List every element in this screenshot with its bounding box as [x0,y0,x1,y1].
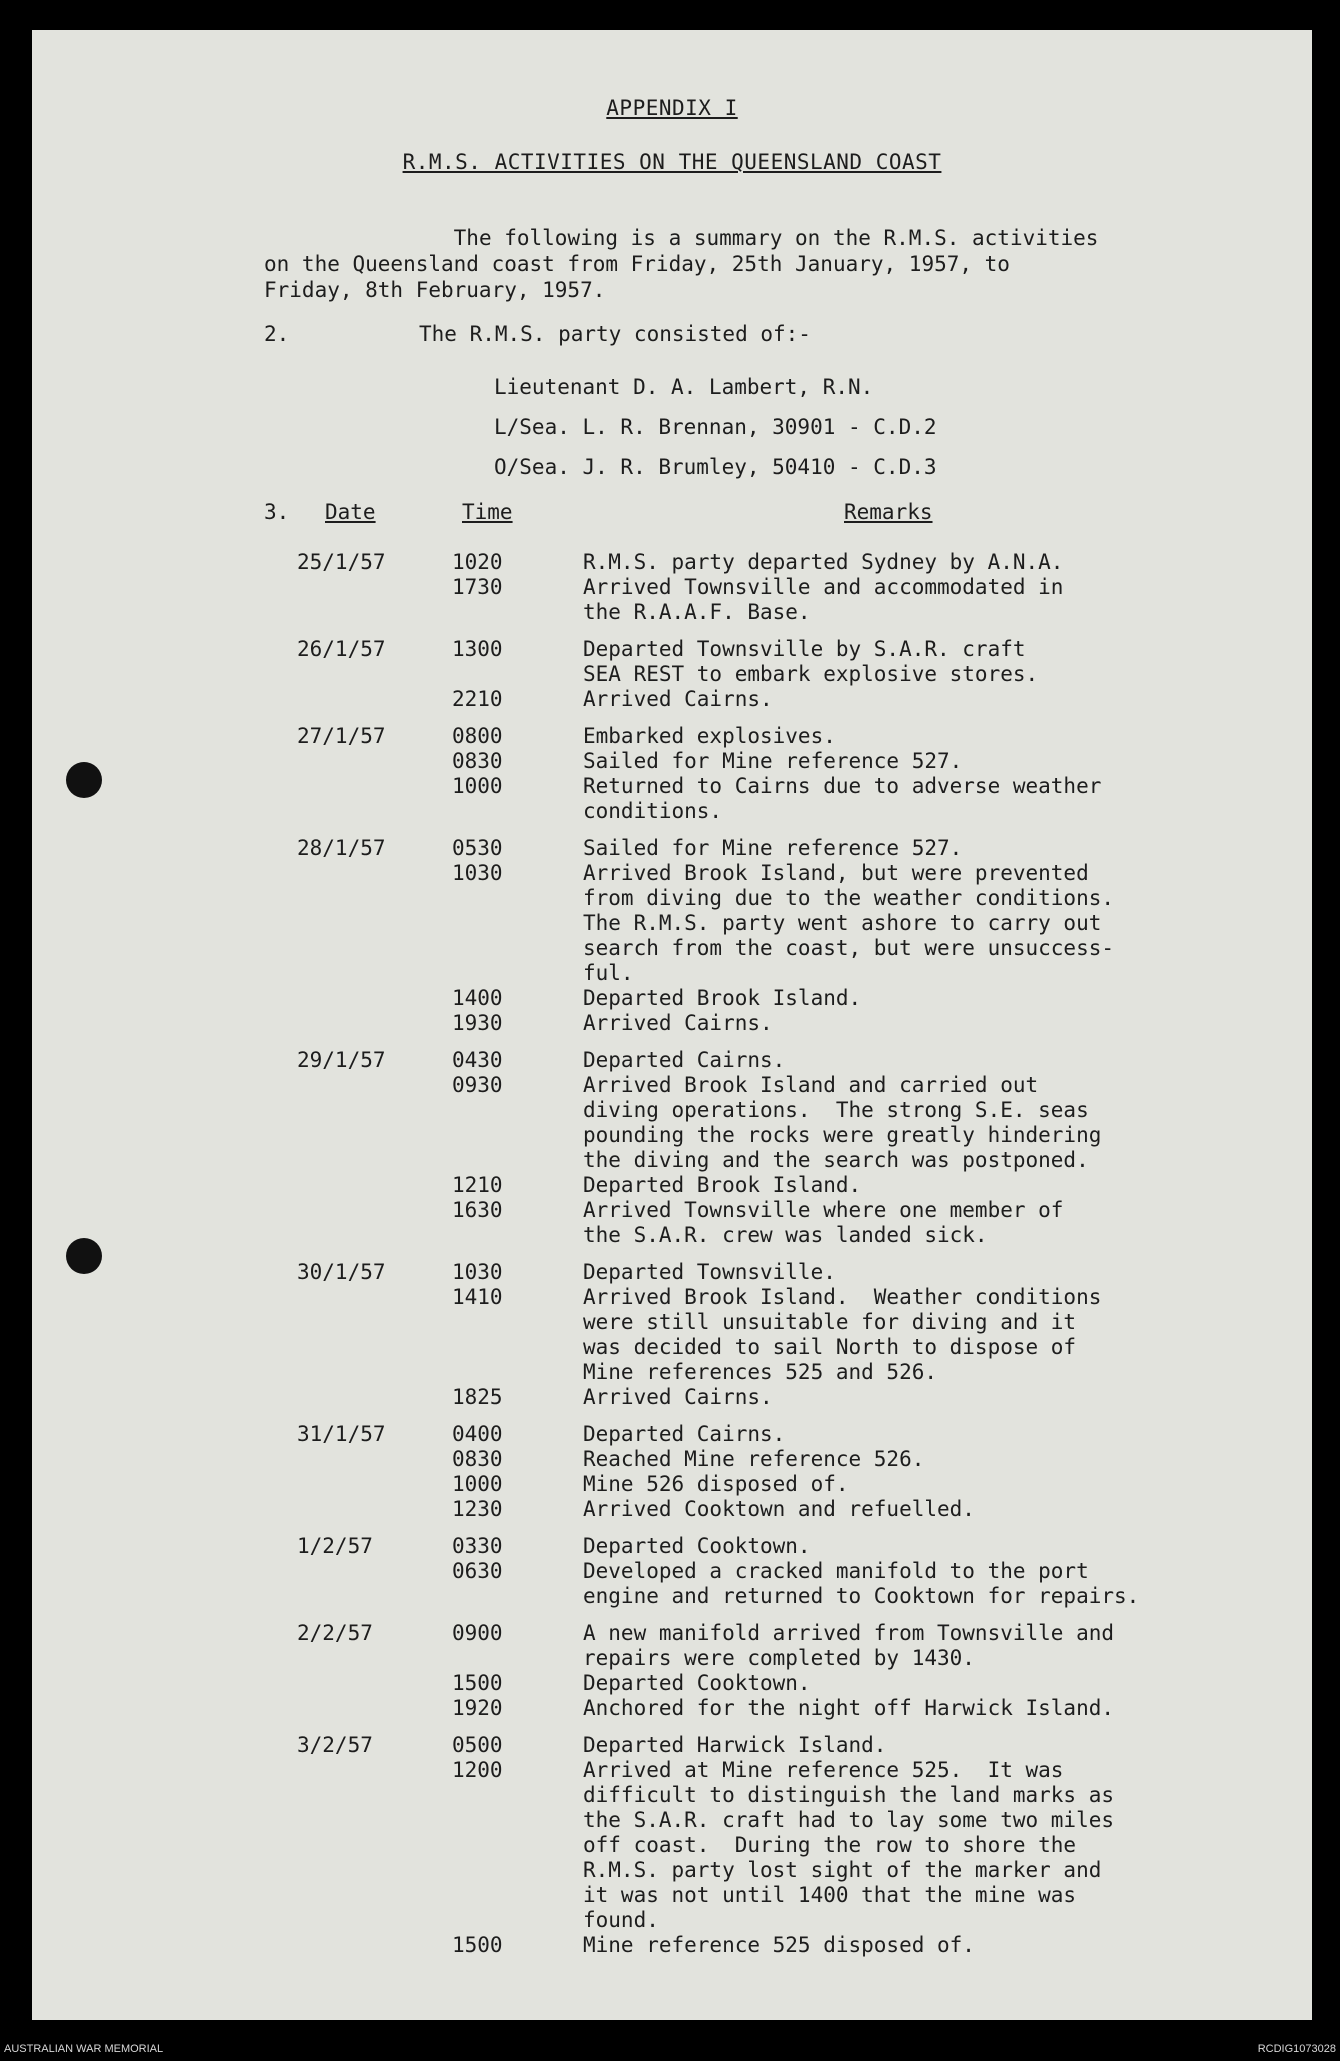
log-date [32,1472,452,1497]
log-remark: Returned to Cairns due to adverse weather conditions. [583,774,1102,823]
log-date: 26/1/57 [297,637,386,661]
log-date [32,1671,452,1696]
log-remark: Arrived Brook Island. Weather conditions were still unsuitable for diving and it was decided to sail North to dispose of Mine references 525 and 526. [583,1285,1102,1384]
log-time: 1920 [452,1696,503,1720]
log-remark: R.M.S. party departed Sydney by A.N.A. [583,550,1064,574]
log-remark: A new manifold arrived from Townsville and repairs were completed by 1430. [583,1621,1115,1670]
log-time: 1200 [452,1758,503,1782]
log-remark: Arrived Cairns. [583,1385,773,1409]
log-remark: Departed Townsville. [583,1260,836,1284]
log-time: 1210 [452,1173,503,1197]
log-remark: Departed Harwick Island. [583,1733,887,1757]
log-time: 0900 [452,1621,503,1645]
log-entry [32,1385,1312,1410]
log-date [32,1758,452,1933]
log-entry [32,724,1312,749]
log-time: 0630 [452,1559,503,1583]
log-entry [32,1285,1312,1385]
main-title: R.M.S. ACTIVITIES ON THE QUEENSLAND COAST [402,150,942,174]
log-entry [32,637,1312,687]
log-day [32,836,1312,1036]
log-day [32,1422,1312,1522]
log-time: 1825 [452,1385,503,1409]
column-header-date: Date [325,500,376,524]
log-time: 1730 [452,575,503,599]
log-day [32,1534,1312,1609]
log-remark: Arrived Brook Island and carried out diving operations. The strong S.E. seas pounding the rocks were greatly hindering the diving and the search was postponed. [583,1073,1102,1172]
log-day [32,1733,1312,1958]
log-time: 1000 [452,774,503,798]
log-entry [32,1559,1312,1609]
footer-record-id: RCDIG1073028 [1257,2043,1336,2055]
log-date: 28/1/57 [297,836,386,860]
log-remark: Arrived Cairns. [583,1011,773,1035]
log-entry [32,550,1312,575]
log-remark: Departed Cairns. [583,1422,786,1446]
log-time: 1500 [452,1671,503,1695]
log-day [32,1621,1312,1721]
log-time: 0530 [452,836,503,860]
log-time: 1230 [452,1497,503,1521]
punch-hole [66,1238,102,1274]
log-entry [32,1260,1312,1285]
log-remark: Departed Townsville by S.A.R. craft SEA REST to embark explosive stores. [583,637,1039,686]
log-entry [32,1621,1312,1671]
log-remark: Arrived Brook Island, but were prevented from diving due to the weather conditions. The R.M.S. party went ashore to carry out search from the coast, but were unsuccess- ful. [583,861,1115,985]
log-time: 1300 [452,637,503,661]
log-entry [32,1048,1312,1073]
log-remark: Arrived Cooktown and refuelled. [583,1497,975,1521]
log-date: 31/1/57 [297,1422,386,1446]
log-time: 1500 [452,1933,503,1957]
log-remark: Anchored for the night off Harwick Island. [583,1696,1115,1720]
appendix-title: APPENDIX I [606,96,738,120]
log-date [32,575,452,625]
paragraph-2 [264,322,811,346]
log-date [32,861,452,986]
paragraph-text: The R.M.S. party consisted of:- [419,322,811,346]
log-entry [32,774,1312,824]
log-entry [32,575,1312,625]
log-time: 0830 [452,749,503,773]
log-remark: Mine 526 disposed of. [583,1472,849,1496]
log-remark: Departed Brook Island. [583,1173,862,1197]
log-remark: Developed a cracked manifold to the port engine and returned to Cooktown for repairs. [583,1559,1140,1608]
log-date: 30/1/57 [297,1260,386,1284]
log-entry [32,1933,1312,1958]
log-remark: Arrived Townsville and accommodated in the R.A.A.F. Base. [583,575,1064,624]
log-date [32,986,452,1011]
log-remark: Reached Mine reference 526. [583,1447,925,1471]
column-header-time: Time [462,500,513,524]
log-time: 0330 [452,1534,503,1558]
log-date [32,1559,452,1609]
log-date: 25/1/57 [297,550,386,574]
log-time: 1410 [452,1285,503,1309]
log-time: 0500 [452,1733,503,1757]
party-member: O/Sea. J. R. Brumley, 50410 - C.D.3 [494,455,937,479]
log-remark: Mine reference 525 disposed of. [583,1933,975,1957]
paragraph-number: 3. [264,500,290,524]
log-remark: Arrived Cairns. [583,687,773,711]
log-remark: Departed Cairns. [583,1048,786,1072]
log-entry [32,986,1312,1011]
log-entry [32,1073,1312,1173]
log-time: 0800 [452,724,503,748]
activity-log [32,550,1312,1970]
log-entry [32,1422,1312,1447]
log-date [32,1198,452,1248]
log-date [32,1933,452,1958]
column-header-remarks: Remarks [844,500,933,524]
document-page [32,30,1312,2020]
log-time: 1400 [452,986,503,1010]
log-entry [32,1472,1312,1497]
log-time: 0430 [452,1048,503,1072]
party-member: L/Sea. L. R. Brennan, 30901 - C.D.2 [494,415,937,439]
log-time: 1030 [452,861,503,885]
log-remark: Departed Brook Island. [583,986,862,1010]
log-day [32,637,1312,712]
log-date: 2/2/57 [297,1621,373,1645]
log-time: 1630 [452,1198,503,1222]
log-date [32,1385,452,1410]
log-date: 3/2/57 [297,1733,373,1757]
party-member: Lieutenant D. A. Lambert, R.N. [494,375,874,399]
log-date [32,1073,452,1173]
log-date [32,1173,452,1198]
log-time: 1020 [452,550,503,574]
log-time: 0400 [452,1422,503,1446]
log-time: 1930 [452,1011,503,1035]
log-entry [32,1173,1312,1198]
log-date: 29/1/57 [297,1048,386,1072]
log-day [32,1048,1312,1248]
log-entry [32,1447,1312,1472]
log-remark: Departed Cooktown. [583,1534,811,1558]
log-day [32,1260,1312,1410]
log-remark: Embarked explosives. [583,724,836,748]
log-entry [32,1733,1312,1758]
log-entry [32,749,1312,774]
log-date [32,1696,452,1721]
intro-paragraph: The following is a summary on the R.M.S. activities on the Queensland coast from Friday, 25th January, 1957, to Friday, 8th February, 1957. [264,226,1099,302]
log-entry [32,1696,1312,1721]
log-time: 1000 [452,1472,503,1496]
log-date [32,1497,452,1522]
log-remark: Sailed for Mine reference 527. [583,836,963,860]
log-day [32,724,1312,824]
log-remark: Sailed for Mine reference 527. [583,749,963,773]
log-entry [32,1671,1312,1696]
footer-archive-name: AUSTRALIAN WAR MEMORIAL [4,2043,164,2055]
log-time: 0830 [452,1447,503,1471]
log-date [32,687,452,712]
log-remark: Arrived at Mine reference 525. It was difficult to distinguish the land marks as the S.A.R. craft had to lay some two miles off coast. During the row to shore the R.M.S. party lost sight of the marker and it was not until 1400 that the mine was found. [583,1758,1115,1932]
log-time: 2210 [452,687,503,711]
log-entry [32,1011,1312,1036]
log-entry [32,1198,1312,1248]
log-time: 1030 [452,1260,503,1284]
log-date: 27/1/57 [297,724,386,748]
log-entry [32,687,1312,712]
paragraph-number: 2. [264,322,290,346]
log-remark: Departed Cooktown. [583,1671,811,1695]
log-entry [32,1758,1312,1933]
log-date [32,1011,452,1036]
punch-hole [66,762,102,798]
log-remark: Arrived Townsville where one member of the S.A.R. crew was landed sick. [583,1198,1064,1247]
log-entry [32,836,1312,861]
log-date: 1/2/57 [297,1534,373,1558]
log-time: 0930 [452,1073,503,1097]
log-date [32,1285,452,1385]
log-day [32,550,1312,625]
log-entry [32,1497,1312,1522]
log-entry [32,1534,1312,1559]
log-entry [32,861,1312,986]
log-date [32,1447,452,1472]
